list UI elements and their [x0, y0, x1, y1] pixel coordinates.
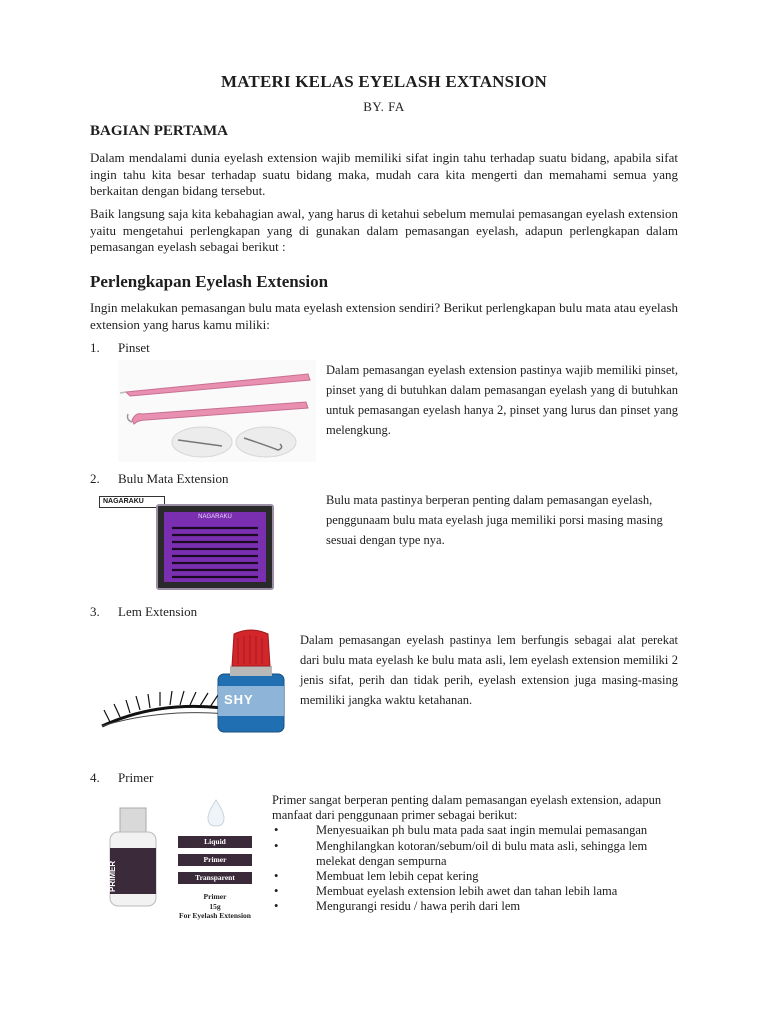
paragraph-intro: Dalam mendalami dunia eyelash extension wajib memiliki sifat ingin tahu terhadap suatu bidang, apabila sifat ingin tahu kita besar terhadap suatu bidang maka, mudah cara kita mengerti dan memahami semua yang berkaitan dengan bidang tersebut. — [90, 150, 678, 198]
primer-bullet — [272, 884, 680, 899]
item-description-pinset: Dalam pemasangan eyelash extension pastinya wajib memiliki pinset, pinset yang di butuhkan dalam pemasangan eyelash yang di butuhkan untuk pemasangan eyelash hanya 2, pinset yang lurus dan pinset yang melengkung. — [326, 363, 678, 437]
primer-intro: Primer sangat berperan penting dalam pemasangan eyelash extension, adapun manfaat dari penggunaan primer sebagai berikut: — [272, 793, 662, 823]
paragraph-equipment-list-intro: Ingin melakukan pemasangan bulu mata eyelash extension sendiri? Berikut perlengkapan bulu mata atau eyelash extension yang harus kamu miliki: — [90, 300, 678, 332]
primer-bullet — [272, 823, 680, 838]
item-title: Primer — [118, 770, 154, 785]
primer-caption-weight: 15g — [209, 901, 221, 911]
primer-tag-liquid: Liquid — [178, 836, 252, 848]
item-description-glue: Dalam pemasangan eyelash pastinya lem berfungis sebagai alat perekat dari bulu mata eyelash ke bulu mata asli, lem eyelash extension memiliki 2 jenis sifat, perih dan tidak perih, eyelash extension juga masing-masing memiliki jangka waktu ketahanan. — [300, 633, 678, 707]
item-label-pinset — [90, 340, 150, 356]
bullet-text: Membuat lem lebih cepat kering — [316, 869, 479, 884]
bullet-text: Membuat eyelash extension lebih awet dan tahan lebih lama — [316, 884, 618, 899]
primer-bottle-label: PRIMER — [108, 860, 117, 892]
item-number: 2. — [90, 471, 100, 486]
section-heading: BAGIAN PERTAMA — [90, 123, 228, 139]
primer-caption-name: Primer — [203, 892, 227, 901]
tweezers-image — [118, 360, 316, 462]
primer-bullet — [272, 869, 680, 884]
subheading-equipment: Perlengkapan Eyelash Extension — [90, 272, 329, 291]
primer-caption-use: For Eyelash Extension — [179, 911, 251, 920]
item-description-lashes: Bulu mata pastinya berperan penting dalam pemasangan eyelash, penggunaam bulu mata eyelash juga memiliki porsi masing masing sesuai dengan type nya. — [326, 493, 663, 547]
glue-image — [98, 626, 290, 742]
bullet-icon: • — [274, 869, 279, 884]
bullet-icon: • — [274, 884, 279, 899]
bullet-text: Mengurangi residu / hawa perih dari lem — [316, 899, 521, 914]
document-byline: BY. FA — [363, 99, 405, 114]
lash-brand-tag: NAGARAKU — [99, 496, 165, 508]
item-title: Bulu Mata Extension — [118, 471, 229, 486]
item-number: 1. — [90, 340, 100, 355]
glue-bottle-label: SHY — [224, 692, 254, 707]
item-label-lashes — [90, 471, 229, 487]
bullet-text: Menyesuaikan ph bulu mata pada saat ingin memulai pemasangan — [316, 823, 648, 838]
lash-tray-image — [96, 492, 314, 592]
lash-box-label: NAGARAKU — [198, 514, 232, 520]
item-number: 3. — [90, 604, 100, 619]
item-title: Lem Extension — [118, 604, 198, 619]
primer-description — [272, 793, 680, 915]
primer-tag-primer: Primer — [178, 854, 252, 866]
document-title: MATERI KELAS EYELASH EXTANSION — [220, 72, 548, 91]
bullet-icon: • — [274, 838, 279, 853]
item-title: Pinset — [118, 340, 150, 355]
bullet-icon: • — [274, 899, 279, 914]
lash-box-icon — [156, 504, 274, 590]
primer-bullet — [272, 839, 680, 869]
item-number: 4. — [90, 770, 100, 785]
paragraph-equipment-intro: Baik langsung saja kita kebahagian awal, yang harus di ketahui sebelum memulai pemasangan eyelash extension yaitu mengetahui perlengkapan yang di gunakan dalam pemasangan eyelash, adapun perlengkapan dalam pemasangan eyelash sebagai berikut : — [90, 206, 678, 254]
primer-bullet — [272, 899, 680, 914]
item-label-primer — [90, 770, 153, 786]
primer-tag-transparent: Transparent — [178, 872, 252, 884]
item-label-glue — [90, 604, 197, 620]
bullet-icon: • — [274, 823, 279, 838]
primer-caption — [170, 892, 260, 921]
bullet-text: Menghilangkan kotoran/sebum/oil di bulu mata asli, sehingga lem melekat dengan sempurna — [316, 838, 648, 868]
primer-image — [104, 796, 262, 926]
